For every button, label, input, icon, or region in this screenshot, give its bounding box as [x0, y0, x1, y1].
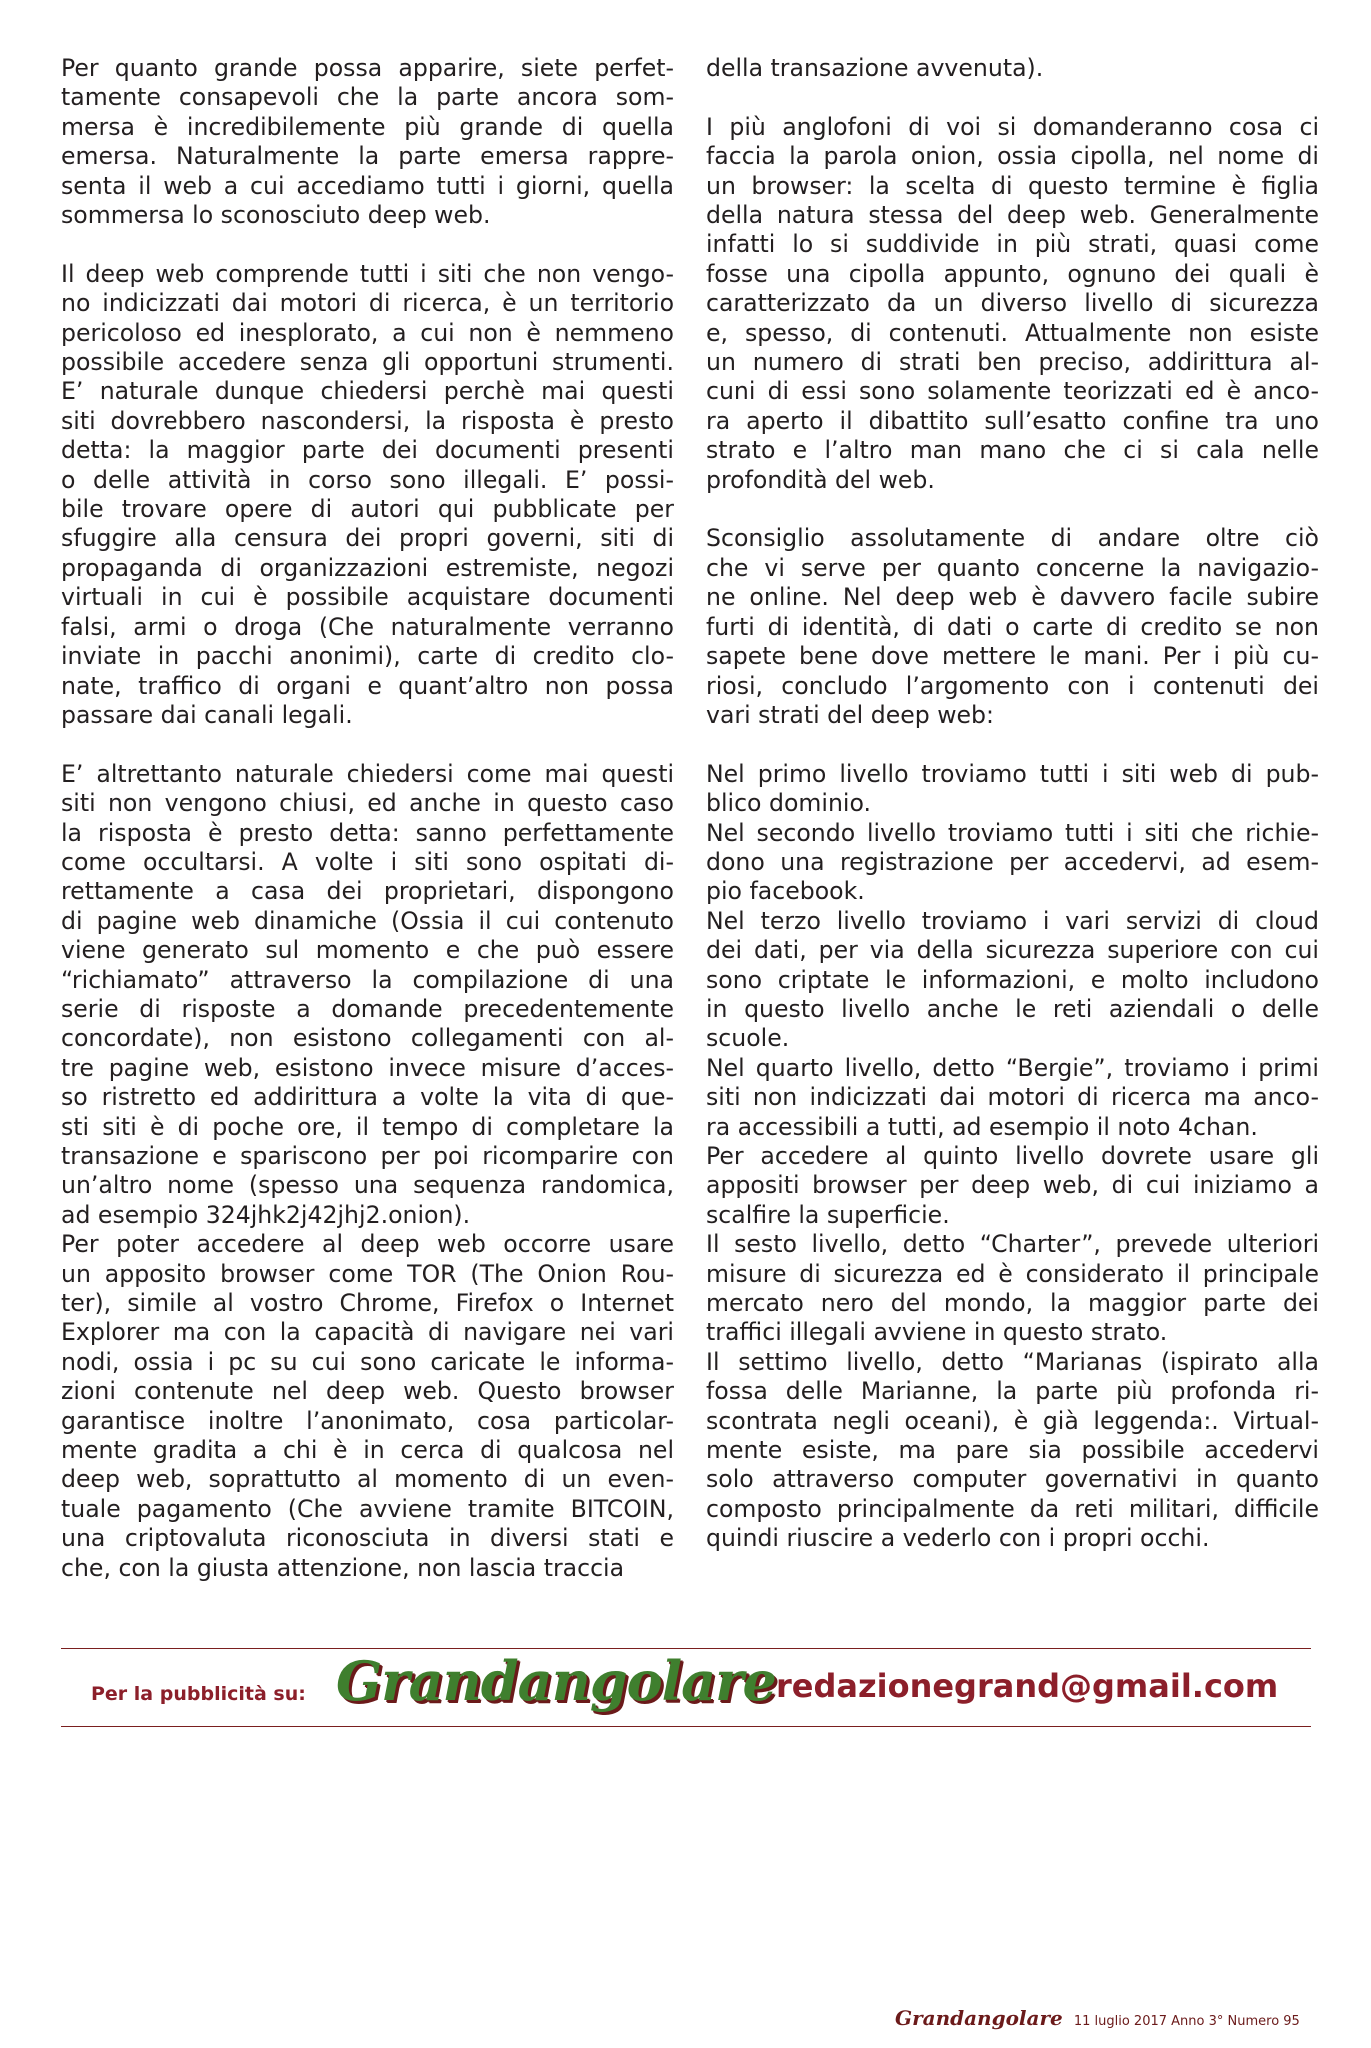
- text-line: mersa è incredibilemente più grande di quella: [61, 112, 674, 141]
- text-line: propaganda di organizzazioni estremiste, negozi: [61, 553, 674, 582]
- text-line: Sconsiglio assolutamente di andare oltre ciò: [706, 524, 1319, 553]
- paragraph: [706, 1230, 1319, 1348]
- text-line: mente gradita a chi è in cerca di qualcosa nel: [61, 1436, 674, 1465]
- right-column: [706, 54, 1319, 1554]
- text-line: cuni di essi sono solamente teorizzati ed è anco-: [706, 377, 1319, 406]
- text-line: Nel primo livello troviamo tutti i siti web di pub-: [706, 759, 1319, 788]
- text-line: nodi, ossia i pc su cui sono caricate le informa-: [61, 1347, 674, 1376]
- paragraph: [61, 760, 674, 1231]
- text-line: senta il web a cui accediamo tutti i giorni, quella: [61, 171, 674, 200]
- text-line: dei dati, per via della sicurezza superiore con cui: [706, 936, 1319, 965]
- text-line: E’ altrettanto naturale chiedersi come mai questi: [61, 759, 674, 788]
- text-line: mercato nero del mondo, la maggior parte dei: [706, 1289, 1319, 1318]
- paragraph: [61, 54, 674, 230]
- text-line: so ristretto ed addirittura a volte la vita di que-: [61, 1083, 674, 1112]
- paragraph: [706, 1054, 1319, 1142]
- text-line: tamente consapevoli che la parte ancora som-: [61, 83, 674, 112]
- text-line: dono una registrazione per accedervi, ad esem-: [706, 847, 1319, 876]
- text-line: tuale pagamento (Che avviene tramite BITCOIN,: [61, 1494, 674, 1523]
- paragraph: [706, 54, 1319, 83]
- text-line: composto principalmente da reti militari, difficile: [706, 1494, 1319, 1523]
- text-line: I più anglofoni di voi si domanderanno cosa ci: [706, 112, 1319, 141]
- text-line: zioni contenute nel deep web. Questo browser: [61, 1377, 674, 1406]
- text-line: caratterizzato da un diverso livello di sicurezza: [706, 289, 1319, 318]
- paragraph: [706, 1142, 1319, 1230]
- text-line: misure di sicurezza ed è considerato il principale: [706, 1259, 1319, 1288]
- paragraph: [706, 819, 1319, 907]
- text-line: profondità del web.: [706, 465, 935, 494]
- text-line: detta: la maggior parte dei documenti presenti: [61, 436, 674, 465]
- ad-email[interactable]: redazionegrand@gmail.com: [776, 1667, 1279, 1705]
- text-line: emersa. Naturalmente la parte emersa rappre-: [61, 142, 674, 171]
- text-line: pio facebook.: [706, 877, 865, 906]
- text-line: rettamente a casa dei proprietari, dispongono: [61, 877, 674, 906]
- text-line: appositi browser per deep web, di cui iniziamo a: [706, 1171, 1319, 1200]
- text-line: furti di identità, di dati o carte di credito se non: [706, 612, 1319, 641]
- text-line: ter), simile al vostro Chrome, Firefox o Internet: [61, 1289, 674, 1318]
- text-line: vari strati del deep web:: [706, 700, 994, 729]
- page-footer: [895, 2006, 1300, 2030]
- text-line: scuole.: [706, 1024, 790, 1053]
- text-line: una criptovaluta riconosciuta in diversi stati e: [61, 1524, 674, 1553]
- text-line: faccia la parola onion, ossia cipolla, nel nome di: [706, 142, 1319, 171]
- text-line: scalfire la superficie.: [706, 1200, 950, 1229]
- text-line: Nel quarto livello, detto “Bergie”, troviamo i primi: [706, 1053, 1319, 1082]
- text-line: ra aperto il dibattito sull’esatto confine tra uno: [706, 406, 1319, 435]
- paragraph: [706, 1348, 1319, 1554]
- text-line: ad esempio 324jhk2j42jhj2.onion).: [61, 1200, 471, 1229]
- text-line: un apposito browser come TOR (The Onion Rou-: [61, 1259, 674, 1288]
- text-line: serie di risposte a domande precedentemente: [61, 994, 674, 1023]
- text-line: quindi riuscire a vederlo con i propri occhi.: [706, 1524, 1210, 1553]
- text-line: sti siti è di poche ore, il tempo di completare la: [61, 1112, 674, 1141]
- text-line: fossa delle Marianne, la parte più profonda ri-: [706, 1377, 1319, 1406]
- text-line: di pagine web dinamiche (Ossia il cui contenuto: [61, 906, 674, 935]
- paragraph: [706, 524, 1319, 730]
- footer-brand: Grandangolare: [895, 2006, 1063, 2030]
- text-line: deep web, soprattutto al momento di un even-: [61, 1465, 674, 1494]
- text-line: tre pagine web, esistono invece misure d’acces-: [61, 1053, 674, 1082]
- text-line: Explorer ma con la capacità di navigare nei vari: [61, 1318, 674, 1347]
- text-line: sfuggire alla censura dei propri governi, siti di: [61, 524, 674, 553]
- paragraph: [706, 760, 1319, 819]
- paragraph: [706, 907, 1319, 1054]
- paragraph: [61, 260, 674, 731]
- text-line: Nel terzo livello troviamo i vari servizi di cloud: [706, 906, 1319, 935]
- text-line: inviate in pacchi anonimi), carte di credito clo-: [61, 642, 674, 671]
- text-line: mente esiste, ma pare sia possibile accedervi: [706, 1436, 1319, 1465]
- text-line: scontrata negli oceani), è già leggenda:. Virtual-: [706, 1406, 1319, 1435]
- text-line: possibile accedere senza gli opportuni strumenti.: [61, 348, 674, 377]
- paragraph: [706, 113, 1319, 495]
- text-line: o delle attività in corso sono illegali. E’ possi-: [61, 465, 674, 494]
- text-line: come occultarsi. A volte i siti sono ospitati di-: [61, 847, 674, 876]
- text-line: Il sesto livello, detto “Charter”, prevede ulteriori: [706, 1230, 1319, 1259]
- text-line: e, spesso, di contenuti. Attualmente non esiste: [706, 318, 1319, 347]
- text-line: siti dovrebbero nascondersi, la risposta è presto: [61, 406, 674, 435]
- text-line: Per poter accedere al deep web occorre usare: [61, 1230, 674, 1259]
- text-line: della natura stessa del deep web. Generalmente: [706, 201, 1319, 230]
- text-line: garantisce inoltre l’anonimato, cosa particolar-: [61, 1406, 674, 1435]
- text-line: un’altro nome (spesso una sequenza randomica,: [61, 1171, 674, 1200]
- text-line: pericoloso ed inesplorato, a cui non è nemmeno: [61, 318, 674, 347]
- left-column: [61, 54, 674, 1612]
- ad-bottom-divider: [61, 1726, 1311, 1727]
- text-line: solo attraverso computer governativi in quanto: [706, 1465, 1319, 1494]
- text-line: riosi, concludo l’argomento con i contenuti dei: [706, 671, 1319, 700]
- text-line: traffici illegali avviene in questo strato.: [706, 1318, 1168, 1347]
- text-line: della transazione avvenuta).: [706, 54, 1044, 82]
- text-line: che, con la giusta attenzione, non lascia traccia: [61, 1553, 625, 1582]
- text-line: Per quanto grande possa apparire, siete perfet-: [61, 54, 674, 82]
- text-line: sono criptate le informazioni, e molto includono: [706, 965, 1319, 994]
- text-line: Per accedere al quinto livello dovrete usare gli: [706, 1141, 1319, 1170]
- text-line: passare dai canali legali.: [61, 700, 353, 729]
- text-line: Il settimo livello, detto “Marianas (ispirato alla: [706, 1347, 1319, 1376]
- text-line: siti non indicizzati dai motori di ricerca ma anco-: [706, 1083, 1319, 1112]
- text-line: no indicizzati dai motori di ricerca, è un territorio: [61, 289, 674, 318]
- paragraph: [61, 1230, 674, 1583]
- text-line: falsi, armi o droga (Che naturalmente verranno: [61, 612, 674, 641]
- text-line: sapete bene dove mettere le mani. Per i più cu-: [706, 642, 1319, 671]
- footer-issue-info: 11 luglio 2017 Anno 3° Numero 95: [1073, 2014, 1300, 2029]
- text-line: fosse una cipolla appunto, ognuno dei quali è: [706, 259, 1319, 288]
- text-line: E’ naturale dunque chiedersi perchè mai questi: [61, 377, 674, 406]
- text-line: strato e l’altro man mano che ci si cala nelle: [706, 436, 1319, 465]
- text-line: ne online. Nel deep web è davvero facile subire: [706, 583, 1319, 612]
- text-line: viene generato sul momento e che può essere: [61, 936, 674, 965]
- text-line: transazione e spariscono per poi ricomparire con: [61, 1142, 674, 1170]
- text-line: blico dominio.: [706, 789, 871, 818]
- ad-label: Per la pubblicità su:: [91, 1683, 306, 1705]
- text-line: in questo livello anche le reti aziendali o delle: [706, 994, 1319, 1023]
- text-line: Il deep web comprende tutti i siti che non vengo-: [61, 259, 674, 288]
- advertising-banner: [61, 1649, 1311, 1721]
- text-line: che vi serve per quanto concerne la navigazio-: [706, 553, 1319, 582]
- text-line: “richiamato” attraverso la compilazione di una: [61, 965, 674, 994]
- text-line: Nel secondo livello troviamo tutti i siti che richie-: [706, 818, 1319, 847]
- text-line: sommersa lo sconosciuto deep web.: [61, 201, 491, 230]
- text-line: infatti lo si suddivide in più strati, quasi come: [706, 230, 1319, 259]
- text-line: nate, traffico di organi e quant’altro non possa: [61, 671, 674, 700]
- text-line: un numero di strati ben preciso, addirittura al-: [706, 348, 1319, 377]
- grandangolare-logo: Grandangolare: [336, 1649, 776, 1713]
- text-line: bile trovare opere di autori qui pubblicate per: [61, 495, 674, 524]
- text-line: ra accessibili a tutti, ad esempio il noto 4chan.: [706, 1112, 1258, 1141]
- text-line: concordate), non esistono collegamenti con al-: [61, 1024, 674, 1053]
- text-line: un browser: la scelta di questo termine è figlia: [706, 171, 1319, 200]
- text-line: virtuali in cui è possibile acquistare documenti: [61, 583, 674, 612]
- text-line: siti non vengono chiusi, ed anche in questo caso: [61, 789, 674, 818]
- text-line: la risposta è presto detta: sanno perfettamente: [61, 818, 674, 847]
